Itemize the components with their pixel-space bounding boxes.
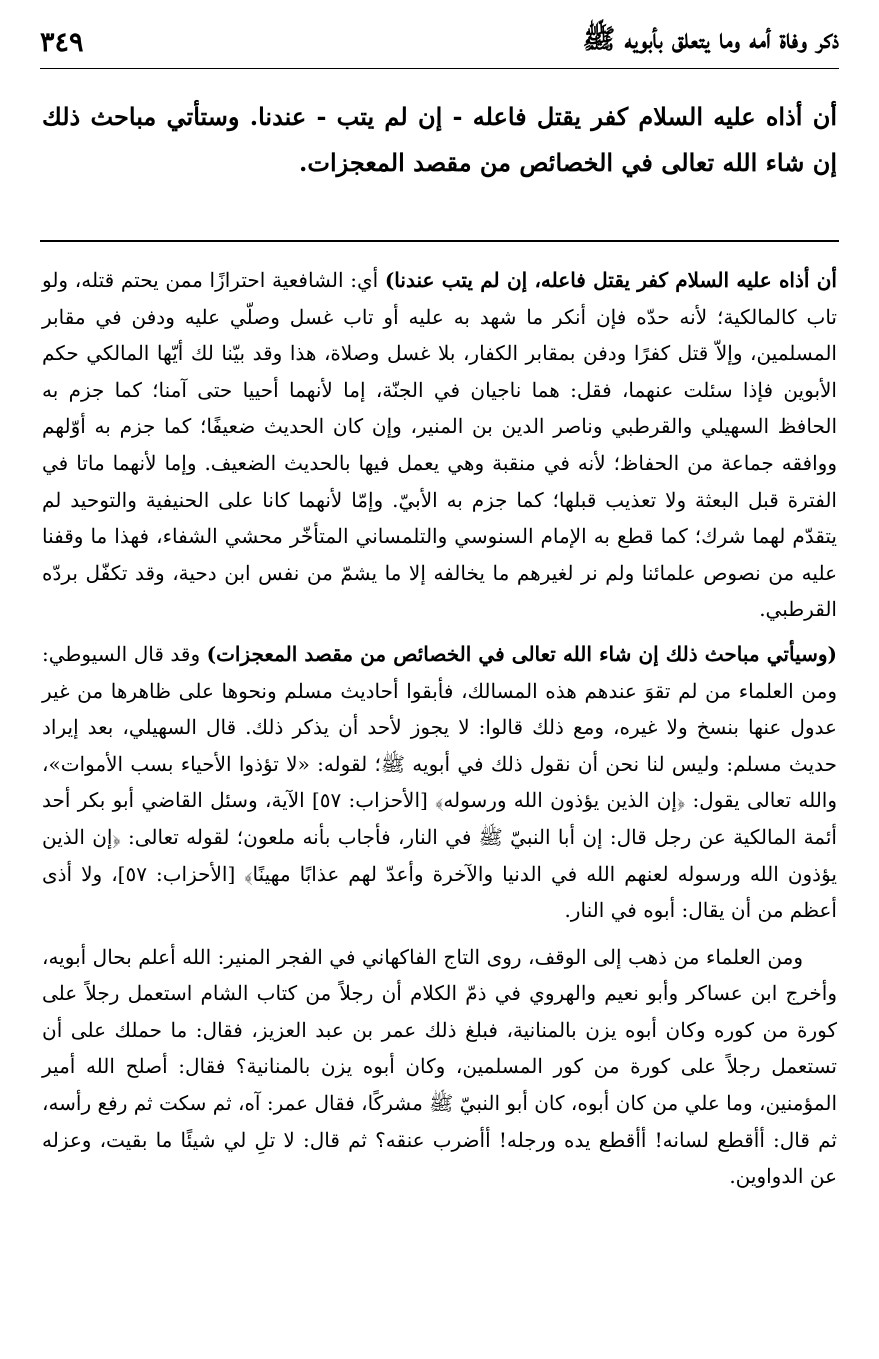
page-header [40, 20, 839, 64]
quoted-phrase: (وسيأتي مباحث ذلك إن شاء الله تعالى في الخصائص من مقصد المعجزات) [206, 641, 837, 666]
commentary-text: ومن العلماء من ذهب إلى الوقف، روى التاج الفاكهاني في الفجر المنير: الله أعلم بحال أبويه، وأخرج ابن عساكر وأبو نعيم والهروي في ذمّ الكلام أن رجلاً من كتاب الشام استعمل رجلاً على كورة من كوره وكان أبوه يزن بالمنانية، فبلغ ذلك عمر بن عبد العزيز، فقال: ما حملك على أن تستعمل رجلاً على كورة من كور المسلمين، وكان أبوه يزن بالمنانية؟ فقال: أصلح الله أمير المؤمنين، وما علي من كان أبوه، كان أبو النبيّ ﷺ مشركًا، فقال عمر: آه، ثم سكت ثم رفع رأسه، ثم قال: أأقطع لسانه! أأقطع يده ورجله! أأضرب عنقه؟ ثم قال: لا تلِ لي شيئًا ما بقيت، وعزله عن الدواوين. [42, 944, 837, 1189]
running-title: ذكر وفاة أمه وما يتعلق بأبويه ﷺ [582, 24, 839, 55]
footnote-divider [40, 240, 839, 242]
main-text-content: أن أذاه عليه السلام كفر يقتل فاعله - إن لم يتب - عندنا. وستأتي مباحث ذلك إن شاء الله تعالى في الخصائص من مقصد المعجزات. [42, 102, 837, 177]
commentary-paragraph-2 [42, 636, 837, 929]
commentary-paragraph-3 [42, 939, 837, 1195]
quoted-phrase: أن أذاه عليه السلام كفر يقتل فاعله، إن لم يتب عندنا) [384, 268, 837, 292]
main-text [42, 94, 837, 186]
page-number: ٣٤٩ [40, 26, 84, 58]
header-rule [40, 68, 839, 69]
commentary-paragraph-1 [42, 262, 837, 628]
commentary-text: وقد قال السيوطي: ومن العلماء من لم تقوَ عندهم هذه المسالك، فأبقوا أحاديث مسلم ونحوها على ظاهرها من غير عدول عنها بنسخ ولا غيره، ومع ذلك قالوا: لا يجوز لأحد أن يذكر ذلك. قال السهيلي، بعد إيراد حديث مسلم: وليس لنا نحن أن نقول ذلك في أبويه ﷺ؛ لقوله: «لا تؤذوا الأحياء بسب الأموات»، والله تعالى يقول: ﴿إن الذين يؤذون الله ورسوله﴾ [الأحزاب: ٥٧] الآية، وسئل القاضي أبو بكر أحد أئمة المالكية عن رجل قال: إن أبا النبيّ ﷺ في النار، فأجاب بأنه ملعون؛ لقوله تعالى: ﴿إن الذين يؤذون الله ورسوله لعنهم الله في الدنيا والآخرة وأعدّ لهم عذابًا مهينًا﴾ [الأحزاب: ٥٧]، ولا أذى أعظم من أن يقال: أبوه في النار. [42, 641, 837, 923]
commentary-text: أي: الشافعية احترازًا ممن يحتم قتله، ولو تاب كالمالكية؛ لأنه حدّه فإن أنكر ما شهد به عليه أو تاب غسل وصلّي عليه ودفن في مقابر المسلمين، وإلاّ قتل كفرًا ودفن بمقابر الكفار، بلا غسل وصلاة، هذا وقد بيّنا لك أيّها المالكي حكم الأبوين فإذا سئلت عنهما، فقل: هما ناجيان في الجنّة، إما لأنهما أحييا حتى آمنا؛ كما جزم به الحافظ السهيلي والقرطبي وناصر الدين بن المنير، وإن كان الحديث ضعيفًا؛ كما جزم به أوّلهم ووافقه جماعة من الحفاظ؛ لأنه في منقبة وهي يعمل فيها بالحديث الضعيف. وإما لأنهما ماتا في الفترة قبل البعثة ولا تعذيب قبلها؛ كما جزم به الأبيّ. وإمّا لأنهما كانا على الحنيفية والتوحيد لم يتقدّم لهما شرك؛ كما قطع به الإمام السنوسي والتلمساني المتأخّر محشي الشفاء، فهذا ما وقفنا عليه من نصوص علمائنا ولم نر لغيرهم ما يخالفه إلا ما يشمّ من نفس ابن دحية، وقد تكفّل بردّه القرطبي. [42, 268, 837, 622]
commentary [42, 262, 837, 1203]
